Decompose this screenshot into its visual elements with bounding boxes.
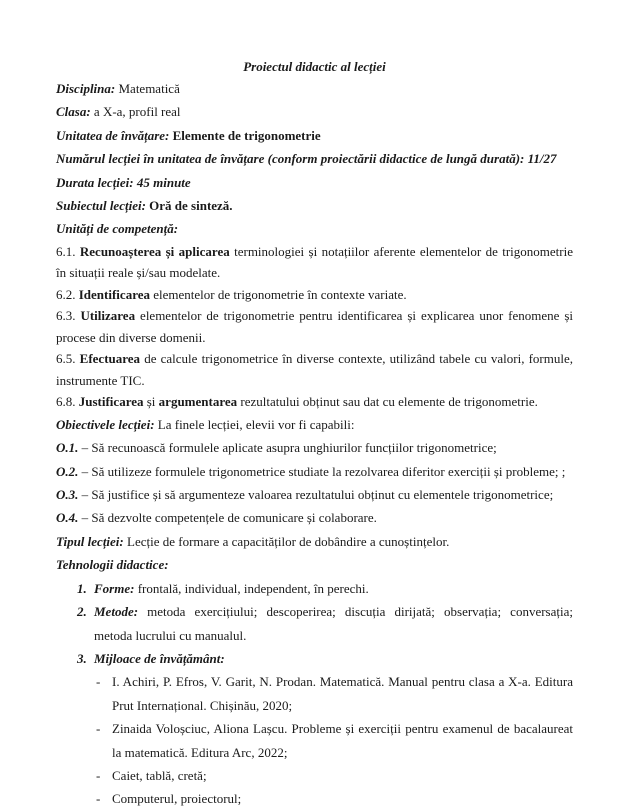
resource-text: Zinaida Voloșciuc, Aliona Lașcu. Probleme și exerciții pentru examenul de bacalaureat la matematică. Editura Arc, 2022; [112,721,573,760]
objective-text: – Să utilizeze formulele trigonometrice studiate la rezolvarea diferitor exerciții și probleme; ; [78,463,566,479]
field-learning-unit [56,124,573,147]
lesson-type [56,530,573,553]
field-subject [56,194,573,217]
objective-code: O.2. [56,463,79,479]
technology-item [56,577,573,600]
competency-keyword: Identificarea [78,286,150,302]
dash-bullet: - [96,767,101,783]
competency-connector: și [143,394,159,410]
competency-item [56,241,573,284]
technology-text: frontală, individual, independent, în perechi. [134,580,369,596]
objective-item [56,460,573,483]
field-label: Clasa: [56,104,91,120]
document-title: Proiectul didactic al lecției [243,59,386,74]
competency-number: 6.1. [56,243,76,259]
field-label: Tehnologii didactice: [56,557,169,573]
technology-label: Metode: [94,604,139,620]
competency-keyword: Justificarea [78,394,144,410]
list-number: 2. [77,604,87,620]
field-label: Unitatea de învățare: [56,127,170,143]
dash-bullet: - [96,721,101,737]
technology-label: Forme: [94,580,135,596]
competency-item [56,305,573,348]
dash-bullet: - [96,791,101,807]
competency-keyword: Recunoașterea și aplicarea [79,243,230,259]
field-lesson-number [56,147,573,170]
field-value: Oră de sinteză. [149,198,233,214]
field-value: Lecție de formare a capacităților de dobândire a cunoștințelor. [123,533,450,549]
objective-item [56,483,573,506]
objective-text: – Să recunoască formulele aplicate asupra unghiurilor funcțiilor trigonometrice; [78,440,497,456]
competency-number: 6.3. [56,308,76,324]
competency-item [56,391,573,413]
objective-item [56,506,573,529]
competency-number: 6.5. [56,351,76,367]
technology-label: Mijloace de învățământ: [94,650,225,666]
competency-keyword: argumentarea [158,394,238,410]
competency-text: de calcule trigonometrice în diverse contexte, utilizând tabele cu valori, formule, instrumente TIC. [56,351,573,388]
resource-text: I. Achiri, P. Efros, V. Garit, N. Prodan. Matematică. Manual pentru clasa a X-a. Editura Prut Internațional. Chișinău, 2020; [112,674,573,713]
field-value: a X-a, profil real [93,104,181,120]
resource-item [56,670,573,717]
competency-text: terminologiei și notațiilor aferente elementelor de trigonometrie în situații reale și/sau modelate. [56,243,574,281]
technology-item [56,600,573,647]
competency-keyword: Efectuarea [79,351,141,367]
competencies-heading [56,217,573,240]
field-value: Elemente de trigonometrie [172,127,321,143]
competency-number: 6.2. [56,286,76,302]
competency-text: elementelor de trigonometrie pentru identificarea și explicarea unor fenomene și procese din diverse domenii. [56,308,573,345]
technology-item [56,647,573,670]
competency-item [56,348,573,391]
competency-text: elementelor de trigonometrie în contexte variate. [150,286,407,302]
field-label: Numărul lecției în unitatea de învățare (conform proiectării didactice de lungă durată): 11/27 [56,151,557,167]
objectives-heading [56,413,573,436]
competency-keyword: Utilizarea [80,308,136,324]
objective-code: O.3. [56,487,79,503]
resource-item [56,717,573,764]
list-number: 1. [77,580,87,596]
resource-text: Caiet, tablă, cretă; [112,767,207,783]
technology-text: metoda exercițiului; descoperirea; discuția dirijată; observația; conversația; metoda lucrului cu manualul. [94,604,573,643]
field-discipline [56,77,573,100]
field-value: La finele lecției, elevii vor fi capabili: [154,416,355,432]
field-label: Subiectul lecției: [56,198,146,214]
competency-text: rezultatului obținut sau dat cu elemente de trigonometrie. [237,394,538,410]
list-number: 3. [77,650,87,666]
document-page [56,57,573,811]
objective-code: O.1. [56,440,79,456]
field-label: Unități de competență: [56,221,179,237]
objective-item [56,436,573,459]
objective-text: – Să justifice și să argumenteze valoarea rezultatului obținut cu elementele trigonometrice; [78,487,554,503]
field-label: Tipul lecției: [56,533,124,549]
field-duration [56,171,573,194]
resource-item [56,764,573,787]
field-value: Matematică [118,81,180,96]
resource-item [56,787,573,810]
dash-bullet: - [96,674,101,690]
competency-item [56,284,573,306]
resource-text: Computerul, proiectorul; [112,791,242,807]
field-label: Durata lecției: 45 minute [56,174,191,190]
technologies-heading [56,553,573,576]
field-label: Obiectivele lecției: [56,416,155,432]
competency-number: 6.8. [56,394,76,410]
field-class [56,100,573,123]
field-label: Disciplina: [56,81,116,96]
objective-text: – Să dezvolte competențele de comunicare și colaborare. [78,510,377,526]
objective-code: O.4. [56,510,79,526]
